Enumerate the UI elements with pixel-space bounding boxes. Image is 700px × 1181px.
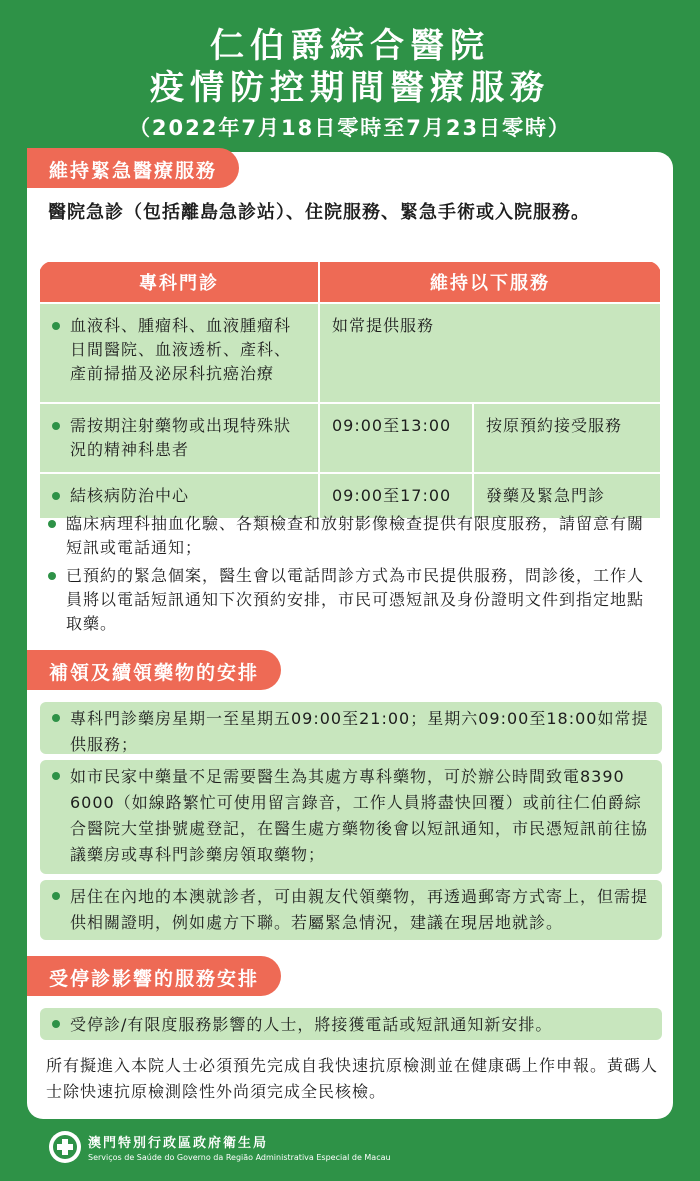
service-cell: 發藥及緊急門診 [473, 473, 661, 519]
service-cell: 如常提供服務 [319, 303, 661, 403]
bullet-icon [52, 1020, 60, 1028]
bullet-icon [48, 520, 56, 528]
bureau-name-zh: 澳門特別行政區政府衛生局 [88, 1136, 269, 1151]
list-item: 專科門診藥房星期一至星期五09:00至21:00；星期六09:00至18:00如常提供服務； [40, 702, 662, 754]
clinic-table [38, 260, 662, 520]
dept-cell: 需按期注射藥物或出現特殊狀況的精神科患者 [70, 416, 292, 459]
health-bureau-emblem-icon [48, 1130, 82, 1164]
table-row [39, 303, 661, 403]
list-item: 如市民家中藥量不足需要醫生為其處方專科藥物，可於辦公時間致電8390 6000（如線路繁忙可使用留言錄音，工作人員將盡快回覆）或前往仁伯爵綜合醫院大堂掛號處登記，在醫生處方藥物後會以短訊通知，市民憑短訊前往協議藥房或專科門診藥房領取藥物； [40, 760, 662, 874]
bullet-icon [52, 492, 60, 500]
list-item: 已預約的緊急個案，醫生會以電話問診方式為市民提供服務，問診後，工作人員將以電話短訊通知下次預約安排，市民可憑短訊及身份證明文件到指定地點取藥。 [48, 564, 658, 636]
bullet-icon [52, 772, 60, 780]
table-row [39, 403, 661, 473]
emergency-intro: 醫院急診（包括離島急診站）、住院服務、緊急手術或入院服務。 [48, 202, 590, 223]
bullet-icon [52, 892, 60, 900]
bullet-icon [52, 422, 60, 430]
date-range: （2022年7月18日零時至7月23日零時） [128, 116, 572, 140]
bullet-icon [48, 572, 56, 580]
bullet-icon [52, 714, 60, 722]
table-header-service: 維持以下服務 [319, 261, 661, 303]
time-cell: 09:00至13:00 [319, 403, 473, 473]
section-tab-medication: 補領及續領藥物的安排 [27, 650, 281, 690]
bullet-icon [52, 322, 60, 330]
page-title: 仁伯爵綜合醫院 [210, 26, 490, 66]
section-tab-emergency: 維持緊急醫療服務 [27, 148, 239, 188]
section-tab-suspension: 受停診影響的服務安排 [27, 956, 281, 996]
service-cell: 按原預約接受服務 [473, 403, 661, 473]
emergency-notes [48, 512, 658, 636]
page-subtitle: 疫情防控期間醫療服務 [150, 68, 550, 108]
list-item: 受停診/有限度服務影響的人士，將接獲電話或短訊通知新安排。 [40, 1008, 662, 1040]
health-bureau-logo [48, 1130, 391, 1164]
entry-requirement-note: 所有擬進入本院人士必須預先完成自我快速抗原檢測並在健康碼上作申報。黃碼人士除快速抗原檢測陰性外尚須完成全民核檢。 [46, 1056, 659, 1101]
bureau-name-pt: Serviços de Saúde do Governo da Região Administrativa Especial de Macau [88, 1153, 391, 1162]
list-item: 臨床病理科抽血化驗、各類檢查和放射影像檢查提供有限度服務，請留意有關短訊或電話通知； [48, 512, 658, 560]
dept-cell: 血液科、腫瘤科、血液腫瘤科日間醫院、血液透析、產科、產前掃描及泌尿科抗癌治療 [70, 316, 292, 383]
list-item: 居住在內地的本澳就診者，可由親友代領藥物，再透過郵寄方式寄上，但需提供相關證明，例如處方下聯。若屬緊急情況，建議在現居地就診。 [40, 880, 662, 940]
time-cell: 09:00至17:00 [319, 473, 473, 519]
dept-cell: 結核病防治中心 [70, 486, 190, 505]
table-header-dept: 專科門診 [39, 261, 319, 303]
